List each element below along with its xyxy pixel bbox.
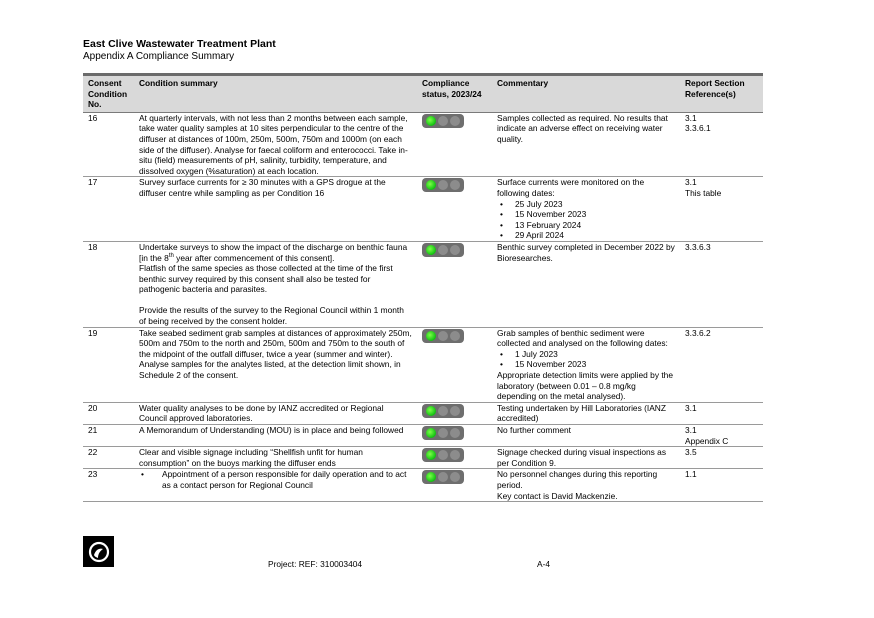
traffic-light-icon [422, 243, 464, 257]
traffic-light-icon [422, 470, 464, 484]
condition-no: 20 [83, 402, 134, 424]
list-item: • 13 February 2024 [497, 220, 676, 231]
condition-summary: Clear and visible signage including “Shellfish unfit for human consumption” on the buoys marking the diffuser ends [134, 447, 417, 469]
condition-list [139, 469, 413, 490]
header-compliance-status: Compliance status, 2023/24 [417, 75, 492, 113]
list-item: • 15 November 2023 [497, 209, 676, 220]
report-reference: 3.1 This table [680, 177, 763, 242]
report-reference: 3.3.6.2 [680, 327, 763, 402]
condition-no: 23 [83, 469, 134, 502]
condition-summary: Water quality analyses to be done by IANZ accredited or Regional Council approved laboratories. [134, 402, 417, 424]
footer-project-ref: Project: REF: 310003404 [268, 559, 363, 569]
table-row [83, 327, 763, 402]
condition-no: 21 [83, 425, 134, 447]
traffic-light-icon [422, 426, 464, 440]
report-reference: 3.1 Appendix C [680, 425, 763, 447]
compliance-status [417, 327, 492, 402]
commentary: Benthic survey completed in December 2022 by Bioresearches. [492, 241, 680, 327]
commentary: Testing undertaken by Hill Laboratories (IANZ accredited) [492, 402, 680, 424]
condition-no: 19 [83, 327, 134, 402]
condition-no: 17 [83, 177, 134, 242]
list-item: • Appointment of a person responsible for daily operation and to act as a contact person for Regional Council [139, 469, 413, 490]
table-row [83, 402, 763, 424]
compliance-status [417, 469, 492, 502]
traffic-light-icon [422, 178, 464, 192]
traffic-light-icon [422, 448, 464, 462]
compliance-status [417, 447, 492, 469]
table-row [83, 112, 763, 177]
traffic-light-icon [422, 404, 464, 418]
commentary: Grab samples of benthic sediment were collected and analysed on the following dates: • 1 July 2023 • 15 November 2023 Appropriate detection limits were applied by the laboratory (between 0.01 – 0.8 mg/kg depending on the metal analysed). [492, 327, 680, 402]
header-condition-no: Consent Condition No. [83, 75, 134, 113]
header-condition-summary: Condition summary [134, 75, 417, 113]
commentary: No personnel changes during this reporting period. Key contact is David Mackenzie. [492, 469, 680, 502]
document-title: East Clive Wastewater Treatment Plant [83, 38, 276, 50]
condition-no: 16 [83, 112, 134, 177]
commentary: Signage checked during visual inspections as per Condition 9. [492, 447, 680, 469]
condition-summary: At quarterly intervals, with not less than 2 months between each sample, take water quality samples at 10 sites perpendicular to the centre of the diffuser at distances of 100m, 250m, 500m, 750m and 1000m (on each side of the diffuser). Analyse for faecal coliform and enterococci. Take in-situ (field) measurements of pH, salinity, turbidity, temperature, and dissolved oxygen (%saturation) at each location. [134, 112, 417, 177]
traffic-light-icon [422, 114, 464, 128]
report-reference: 3.1 [680, 402, 763, 424]
commentary: Samples collected as required. No results that indicate an adverse effect on receiving water quality. [492, 112, 680, 177]
condition-no: 22 [83, 447, 134, 469]
list-item: • 1 July 2023 [497, 349, 676, 360]
table-row [83, 177, 763, 242]
condition-summary: Survey surface currents for ≥ 30 minutes with a GPS drogue at the diffuser centre while sampling as per Condition 16 [134, 177, 417, 242]
company-logo-icon [83, 536, 114, 567]
condition-summary: Undertake surveys to show the impact of the discharge on benthic fauna [in the 8th year after commencement of this consent]. Flatfish of the same species as those collected at the time of the first benthic survey required by this consent shall also be tested for pathogenic bacteria and parasites. Provide the results of the survey to the Regional Council within 1 month of being received by the consent holder. [134, 241, 417, 327]
compliance-status [417, 425, 492, 447]
list-item: • 29 April 2024 [497, 230, 676, 241]
footer-page-number: A-4 [537, 559, 551, 569]
condition-summary: A Memorandum of Understanding (MOU) is in place and being followed [134, 425, 417, 447]
header-commentary: Commentary [492, 75, 680, 113]
date-list [497, 199, 676, 241]
table-row [83, 469, 763, 502]
table-row [83, 241, 763, 327]
compliance-status [417, 402, 492, 424]
compliance-status [417, 177, 492, 242]
header-report-reference: Report Section Reference(s) [680, 75, 763, 113]
list-item: • 25 July 2023 [497, 199, 676, 210]
commentary: Surface currents were monitored on the following dates: • 25 July 2023 • 15 November 2023 • 13 February 2024 • 29 April 2024 [492, 177, 680, 242]
condition-summary [134, 469, 417, 502]
commentary: No further comment [492, 425, 680, 447]
compliance-status [417, 112, 492, 177]
table-row [83, 425, 763, 447]
date-list [497, 349, 676, 370]
report-reference: 1.1 [680, 469, 763, 502]
compliance-status [417, 241, 492, 327]
document-subtitle: Appendix A Compliance Summary [83, 51, 235, 62]
table-row [83, 447, 763, 469]
compliance-table [83, 73, 763, 502]
table-header-row [83, 75, 763, 113]
condition-no: 18 [83, 241, 134, 327]
condition-summary: Take seabed sediment grab samples at distances of approximately 250m, 500m and 750m to the north and 250m, 500m and 750m to the south of the midpoint of the outfall diffuser, twice a year (summer and winter). Analyse samples for the analytes listed, at the detection limit shown, in Schedule 2 of the consent. [134, 327, 417, 402]
traffic-light-icon [422, 329, 464, 343]
report-reference: 3.1 3.3.6.1 [680, 112, 763, 177]
list-item: • 15 November 2023 [497, 359, 676, 370]
report-reference: 3.5 [680, 447, 763, 469]
report-reference: 3.3.6.3 [680, 241, 763, 327]
